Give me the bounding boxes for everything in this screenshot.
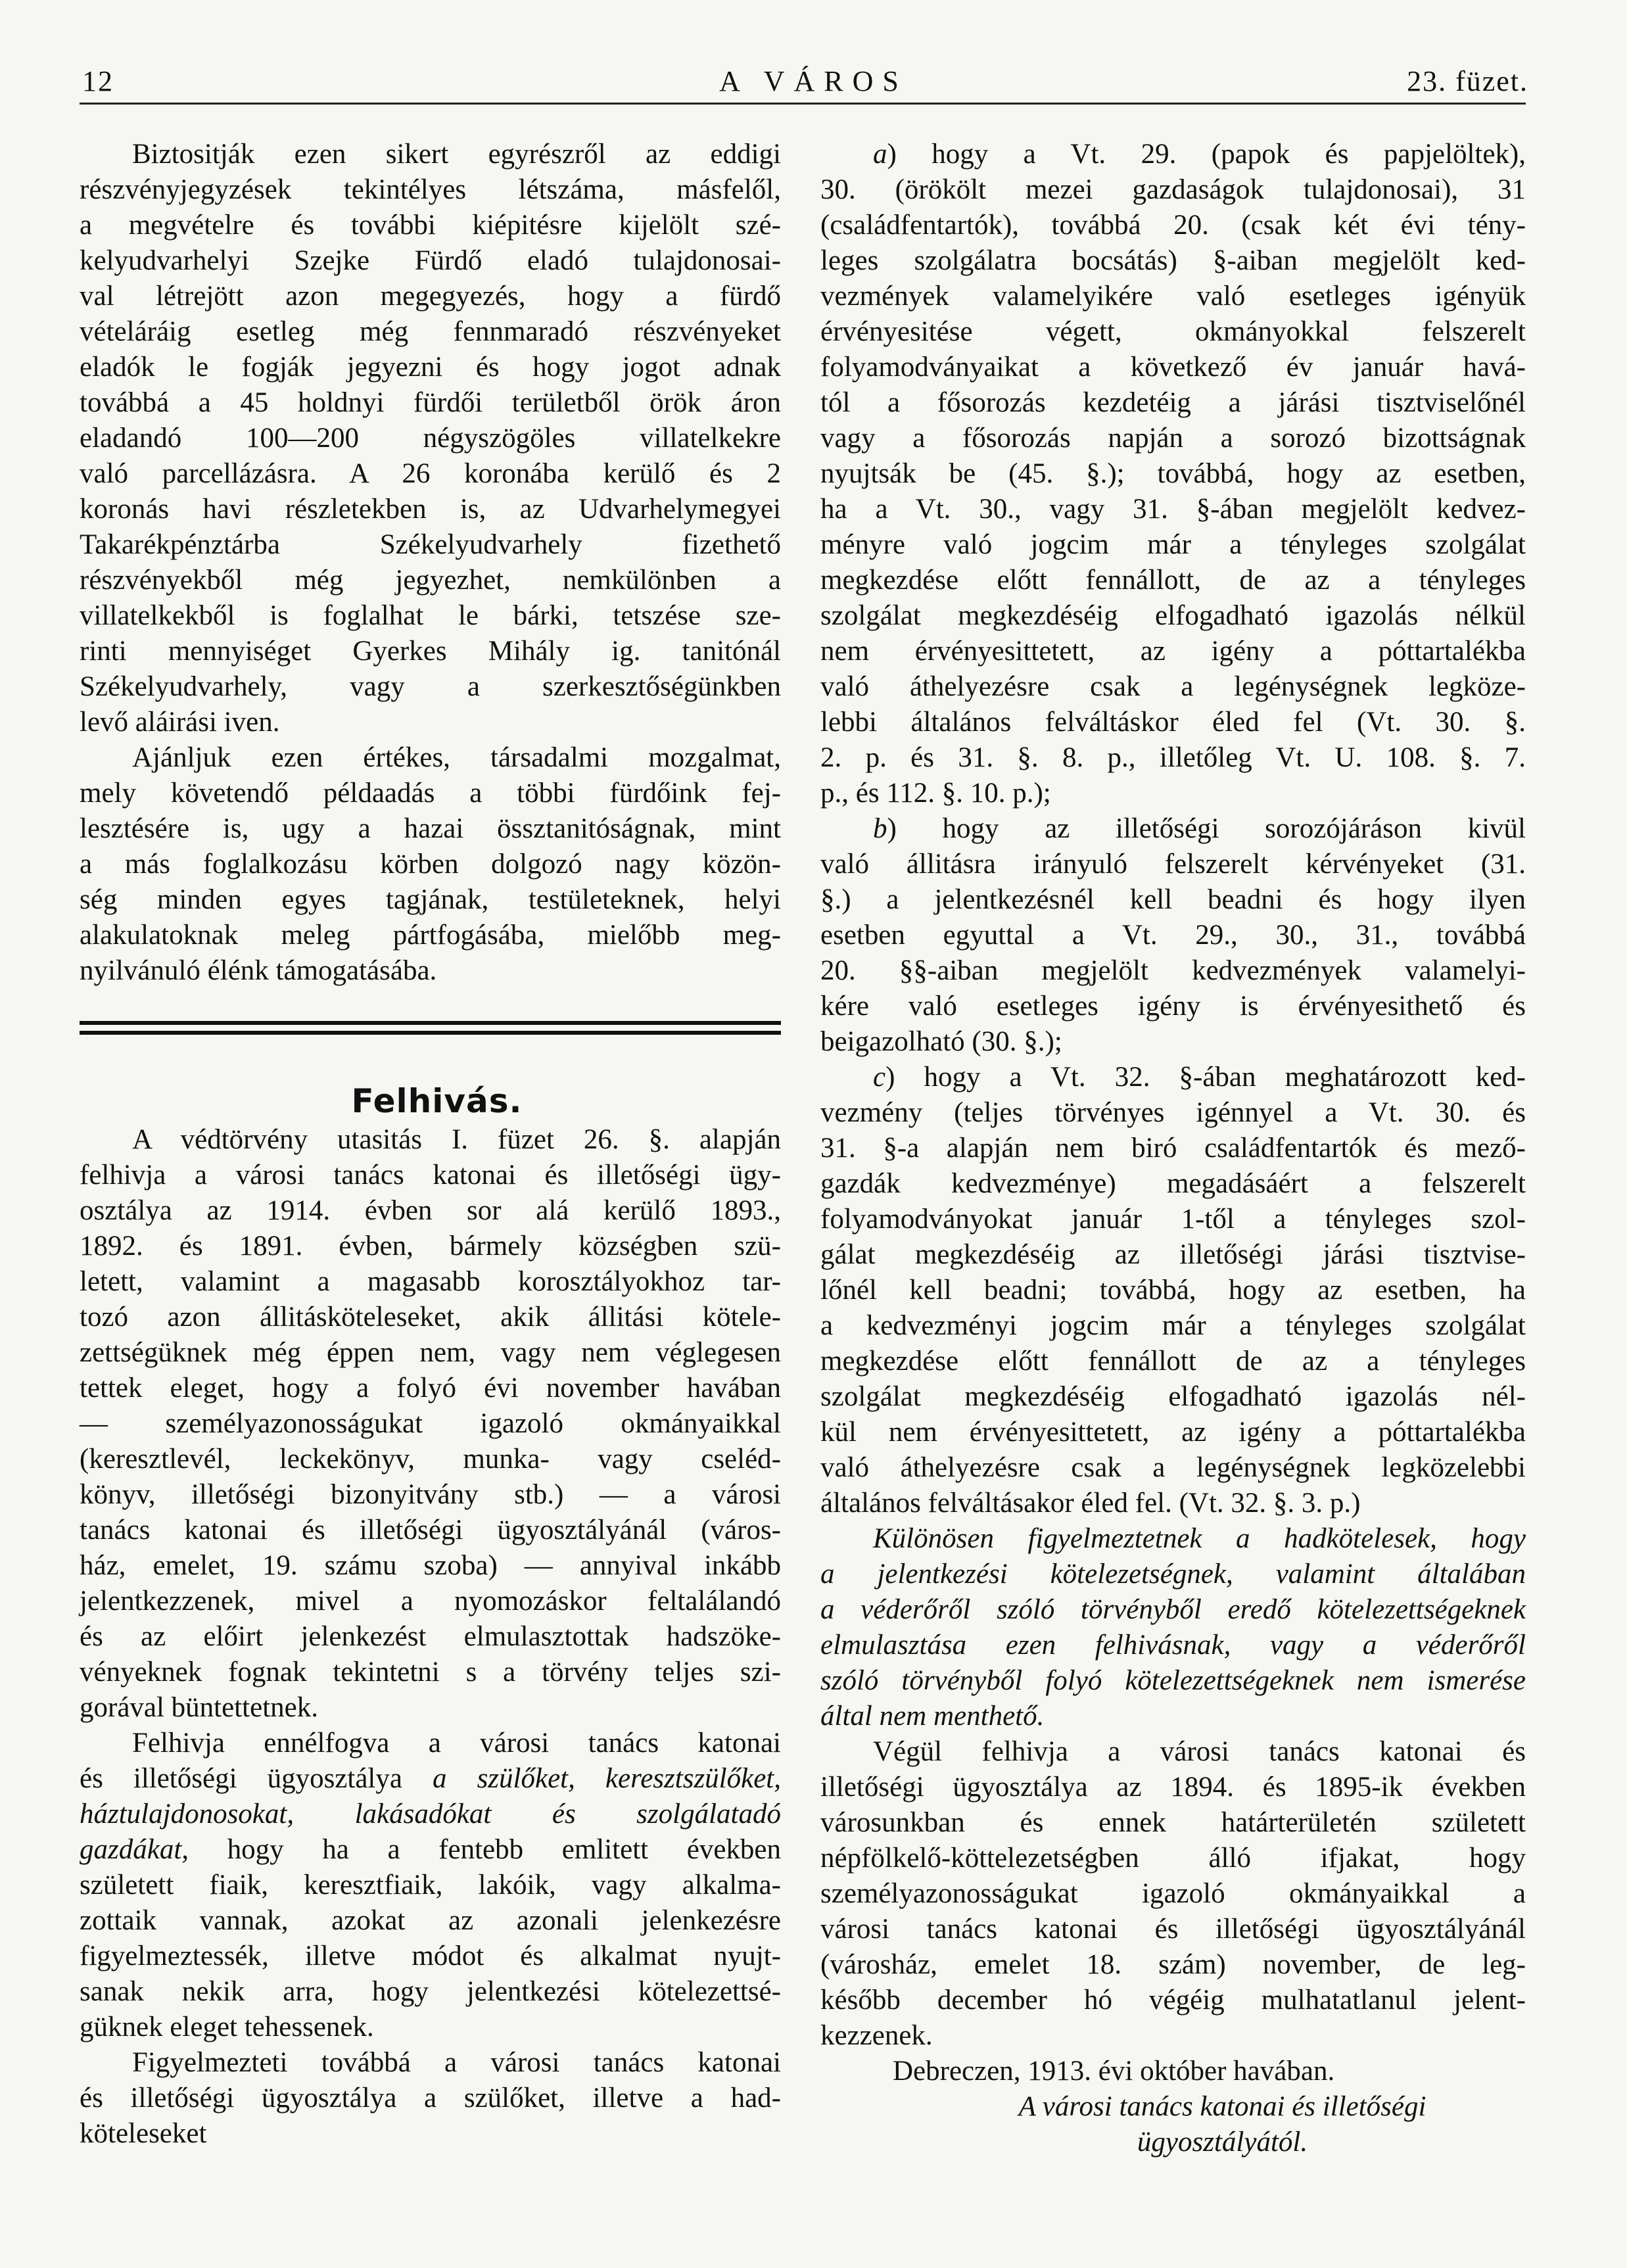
text: lebbi általános felváltáskor éled fel (Vt. 30. §. (820, 707, 1526, 738)
text-line (80, 953, 781, 989)
text-line (820, 776, 1526, 811)
text: zettségüknek még éppen nem, vagy nem véglegesen (80, 1337, 781, 1368)
text-line (80, 1300, 781, 1335)
text: személyazonosságukat igazoló okmányaikkal a (820, 1878, 1526, 1909)
text-line (820, 1415, 1526, 1450)
italic-text: b (873, 813, 887, 844)
text-line (820, 705, 1526, 740)
text: folyamodványaikat a következő év január havá- (820, 352, 1526, 383)
text-line (80, 1513, 781, 1548)
left-column-article (80, 137, 781, 989)
italic-text: a (873, 139, 887, 170)
text: szolgálat megkezdéséig elfogadható igazolás nélkül (820, 600, 1526, 631)
text-line (80, 2081, 781, 2116)
text-line (80, 811, 781, 847)
text-line (80, 1761, 781, 1797)
text: vezmény (teljes törvényes igénnyel a Vt. 30. és (820, 1097, 1526, 1128)
text-line (80, 1477, 781, 1513)
text-line (80, 1442, 781, 1477)
text-line (820, 1237, 1526, 1273)
felhivas-article (80, 1122, 781, 2152)
text-line (820, 137, 1526, 172)
text-line (820, 1060, 1526, 1095)
text-line (80, 2045, 781, 2081)
text-line (80, 492, 781, 527)
text: a megvételre és további kiépitésre kijelölt szé- (80, 210, 781, 241)
text: a más foglalkozásu körben dolgozó nagy közön- (80, 849, 781, 880)
text: val létrejött azon megegyezés, hogy a fürdő (80, 281, 781, 312)
italic-text: a véderőről szóló törvényből eredő kötelezettségeknek (820, 1594, 1526, 1625)
text-line (820, 1166, 1526, 1202)
text: szolgálat megkezdéséig elfogadható igazolás nél- (820, 1381, 1526, 1412)
text-line (820, 314, 1526, 350)
text: figyelmeztessék, illetve módot és alkalmat nyujt- (80, 1941, 781, 1972)
text-line (820, 598, 1526, 634)
text-line (820, 1805, 1526, 1841)
text-line (80, 1193, 781, 1229)
text-line (820, 1344, 1526, 1379)
italic-text: elmulasztása ezen felhivásnak, vagy a véderőről (820, 1630, 1526, 1661)
text: villatelkekből is foglalhat le bárki, tetszése sze- (80, 600, 781, 631)
text: beigazolható (30. §.); (820, 1026, 1062, 1057)
text-line (80, 1974, 781, 2010)
text-line (80, 314, 781, 350)
italic-text: gazdákat, (80, 1834, 189, 1865)
text: való állitásra irányuló felszerelt kérvényeket (31. (820, 849, 1526, 880)
text-line (820, 1663, 1526, 1699)
text: kezzenek. (820, 2020, 933, 2051)
text-line (820, 492, 1526, 527)
text-line (820, 882, 1526, 918)
text: nem érvényesittetett, az igény a póttartalékba (820, 636, 1526, 667)
text-line (820, 1131, 1526, 1166)
text-line (820, 634, 1526, 669)
text: nyujtsák be (45. §.); továbbá, hogy az esetben, (820, 458, 1526, 489)
text-line (820, 1699, 1526, 1734)
text: mely követendő példaadás a többi fürdőink fej- (80, 778, 781, 809)
text: a kedvezményi jogcim már a tényleges szolgálat (820, 1310, 1526, 1341)
text: 1892. és 1891. évben, bármely községben szü- (80, 1231, 781, 1262)
text-line (80, 456, 781, 492)
text: ) hogy az illetőségi sorozójáráson kivül (887, 813, 1526, 844)
text: ház, emelet, 19. számu szoba) — annyival inkább (80, 1550, 781, 1581)
text: Székelyudvarhely, vagy a szerkesztőségünkben (80, 671, 781, 702)
text-line (820, 1450, 1526, 1486)
text-line (820, 1024, 1526, 1060)
text-line (80, 1584, 781, 1619)
text: és illetőségi ügyosztálya a szülőket, illetve a had- (80, 2083, 781, 2114)
text: Felhivja ennélfogva a városi tanács katonai (132, 1728, 781, 1759)
text: 30. (örökölt mezei gazdaságok tulajdonosai), 31 (820, 174, 1526, 205)
text: eladók le fogják jegyezni és hogy jogot adnak (80, 352, 781, 383)
paragraph (80, 740, 781, 989)
text: tettek eleget, hogy a folyó évi november havában (80, 1373, 781, 1404)
text-line (820, 1521, 1526, 1557)
text: kül nem érvényesittetett, az igény a póttartalékba (820, 1417, 1526, 1448)
text-line (820, 1095, 1526, 1131)
text-line (820, 208, 1526, 243)
text-line (80, 2116, 781, 2152)
publication-title: A VÁROS (719, 65, 908, 97)
text: sanak nekik arra, hogy jelentkezési kötelezettsé- (80, 1976, 781, 2007)
text-line (80, 350, 781, 385)
text-line (80, 137, 781, 172)
text: gálat megkezdéséig az illetőségi járási tisztvise- (820, 1239, 1526, 1270)
text-line (820, 527, 1526, 563)
text-line (820, 456, 1526, 492)
text: népfölkelő-köttelezetségben álló ifjakat, hogy (820, 1843, 1526, 1874)
text-line (80, 1690, 781, 1726)
text-line (820, 1628, 1526, 1663)
text: gorával büntettetnek. (80, 1692, 318, 1723)
signature-line: ügyosztályától. (1137, 2127, 1308, 2158)
paragraph (80, 1122, 781, 1726)
text: folyamodványokat január 1-től a tényleges szol- (820, 1204, 1526, 1235)
italic-text: szóló törvényből folyó kötelezettségeknek nem ismerése (820, 1665, 1526, 1696)
text-line (820, 172, 1526, 208)
text-line (80, 563, 781, 598)
paragraph (820, 137, 1526, 811)
text-line (80, 1548, 781, 1584)
text: A védtörvény utasitás I. füzet 26. §. alapján (132, 1124, 781, 1155)
text: tozó azon állitásköteleseket, akik állitási kötele- (80, 1302, 781, 1333)
text-line (820, 847, 1526, 882)
section-divider-rule (80, 1031, 781, 1035)
paragraph (820, 811, 1526, 1060)
text-line (820, 1841, 1526, 1876)
text-line (820, 740, 1526, 776)
right-column-article (820, 137, 1526, 2160)
text: alakulatoknak meleg pártfogásába, mielőbb meg- (80, 920, 781, 951)
text: továbbá a 45 holdnyi fürdői területből örök áron (80, 387, 781, 418)
text-line (80, 1229, 781, 1264)
text-line (820, 1912, 1526, 1947)
section-divider-rule (80, 1021, 781, 1025)
text: güknek eleget tehessenek. (80, 2012, 374, 2043)
text: vényeknek fognak tekintetni s a törvény teljes szi- (80, 1657, 781, 1688)
text-line (80, 1619, 781, 1655)
text-line (80, 918, 781, 953)
text-line (80, 1868, 781, 1903)
italic-text: Különösen figyelmeztetnek a hadkötelesek, hogy (873, 1523, 1526, 1554)
text: lesztésére is, ugy a hazai össztanitóságnak, mint (80, 813, 781, 844)
text-line (820, 1947, 1526, 1983)
text-line (80, 208, 781, 243)
text: köteleseket (80, 2118, 207, 2149)
text-line (820, 279, 1526, 314)
text: osztálya az 1914. évben sor alá kerülő 1893., (80, 1195, 781, 1226)
text: könyv, illetőségi bizonyitvány stb.) — a városi (80, 1479, 781, 1510)
text: való parcellázásra. A 26 koronába kerülő és 2 (80, 458, 781, 489)
text-line (820, 811, 1526, 847)
text: és illetőségi ügyosztálya (80, 1763, 433, 1794)
text-line (820, 1592, 1526, 1628)
text: zottaik vannak, azokat az azonali jelenkezésre (80, 1905, 781, 1936)
text: koronás havi részletekben is, az Udvarhelymegyei (80, 494, 781, 525)
text-line (80, 634, 781, 669)
text: 20. §§-aiban megjelölt kedvezmények valamelyi- (820, 955, 1526, 986)
text-line (820, 1770, 1526, 1805)
text: vagy a fősorozás napján a sorozó bizottságnak (820, 423, 1526, 454)
text: való áthelyezésre csak a legénységnek legköze- (820, 671, 1526, 702)
text-line (80, 1335, 781, 1371)
text-line (820, 1202, 1526, 1237)
paragraph (80, 2045, 781, 2152)
text-line (820, 1983, 1526, 2018)
text-line (820, 918, 1526, 953)
text-line (820, 563, 1526, 598)
text-line (80, 1264, 781, 1300)
text-line (80, 882, 781, 918)
text-line (820, 1734, 1526, 1770)
text: megkezdése előtt fennállott de az a tényleges (820, 1346, 1526, 1377)
text-line (80, 279, 781, 314)
text: jelentkezzenek, mivel a nyomozáskor feltalálandó (80, 1586, 781, 1617)
text: gazdák kedvezménye) megadásáért a felszerelt (820, 1168, 1526, 1199)
text: 31. §-a alapján nem biró családfentartók és mező- (820, 1133, 1526, 1164)
italic-text: háztulajdonosokat, lakásadókat és szolgálatadó (80, 1799, 781, 1830)
text-line (80, 1158, 781, 1193)
paragraph (820, 1521, 1526, 1734)
text: városunkban és ennek határterületén született (820, 1807, 1526, 1838)
text: részvényjegyzések tekintélyes létszáma, másfelől, (80, 174, 781, 205)
text-line (820, 1273, 1526, 1308)
text-line (80, 1903, 781, 1939)
text-line (80, 1371, 781, 1406)
text-line (820, 669, 1526, 705)
text-line (820, 385, 1526, 421)
paragraph (80, 1726, 781, 2045)
text: született fiaik, keresztfiaik, lakóik, vagy alkalma- (80, 1870, 781, 1901)
text-line (80, 421, 781, 456)
text-line (80, 847, 781, 882)
felhivas-heading: Felhivás. (351, 1082, 523, 1120)
text: kére való esetleges igény is érvényesithető és (820, 991, 1526, 1022)
text: megkezdése előtt fennállott, de az a tényleges (820, 565, 1526, 596)
text: városi tanács katonai és illetőségi ügyosztályánál (820, 1914, 1526, 1945)
paragraph (820, 1734, 1526, 2054)
text-line (80, 776, 781, 811)
text-line (80, 2010, 781, 2045)
text: eladandó 100—200 négyszögöles villatelkekre (80, 423, 781, 454)
header-rule (80, 103, 1526, 105)
text: ) hogy a Vt. 32. §-ában meghatározott ked- (885, 1062, 1526, 1093)
text-line (80, 1655, 781, 1690)
text-line (820, 1379, 1526, 1415)
text-line (80, 172, 781, 208)
italic-text: a szülőket, keresztszülőket, (433, 1763, 782, 1794)
paragraph (820, 1060, 1526, 1521)
text: (keresztlevél, leckekönyv, munka- vagy cseléd- (80, 1444, 781, 1475)
text: (városház, emelet 18. szám) november, de leg- (820, 1949, 1526, 1980)
text-line (820, 243, 1526, 279)
text: érvényesitése végett, okmányokkal felszerelt (820, 316, 1526, 347)
text-line (80, 598, 781, 634)
text: §.) a jelentkezésnél kell beadni és hogy ilyen (820, 884, 1526, 915)
signature-line: A városi tanács katonai és illetőségi (1018, 2091, 1427, 2122)
text: Figyelmezteti továbbá a városi tanács katonai (132, 2047, 781, 2078)
text-line (80, 243, 781, 279)
text: kelyudvarhelyi Szejke Fürdő eladó tulajdonosai- (80, 245, 781, 276)
text: Ajánljuk ezen értékes, társadalmi mozgalmat, (132, 742, 781, 773)
text: leges szolgálatra bocsátás) §-aiban megjelölt ked- (820, 245, 1526, 276)
text-line (80, 1832, 781, 1868)
text: felhivja a városi tanács katonai és illetőségi ügy- (80, 1160, 781, 1191)
text: rinti mennyiséget Gyerkes Mihály ig. tanitónál (80, 636, 781, 667)
text: később december hó végéig mulhatatlanul jelent- (820, 1985, 1526, 2016)
text-line (820, 1486, 1526, 1521)
text: ha a Vt. 30., vagy 31. §-ában megjelölt kedvez- (820, 494, 1526, 525)
text: és az előirt jelenkezést elmulasztottak hadszöke- (80, 1621, 781, 1652)
text: általános felváltásakor éled fel. (Vt. 32. §. 3. p.) (820, 1488, 1361, 1519)
text-line (820, 989, 1526, 1024)
text: letett, valamint a magasabb korosztályokhoz tar- (80, 1266, 781, 1297)
text-line (820, 1557, 1526, 1592)
text: tól a fősorozás kezdetéig a járási tisztviselőnél (820, 387, 1526, 418)
text: — személyazonosságukat igazoló okmányaikkal (80, 1408, 781, 1439)
text: vételáráig esetleg még fennmaradó részvényeket (80, 316, 781, 347)
text: hogy ha a fentebb emlitett években (189, 1834, 781, 1865)
text: tanács katonai és illetőségi ügyosztályánál (város- (80, 1515, 781, 1546)
text-line (80, 527, 781, 563)
text-line (80, 1406, 781, 1442)
text-line (80, 705, 781, 740)
text: vezmények valamelyikére való esetleges igényük (820, 281, 1526, 312)
text: lőnél kell beadni; továbbá, hogy az esetben, ha (820, 1275, 1526, 1306)
text-line (80, 385, 781, 421)
text: való áthelyezésre csak a legénységnek legközelebbi (820, 1452, 1526, 1483)
text: esetben egyuttal a Vt. 29., 30., 31., továbbá (820, 920, 1526, 951)
text-line (820, 421, 1526, 456)
italic-text: c (873, 1062, 886, 1093)
text: 2. p. és 31. §. 8. p., illetőleg Vt. U. 108. §. 7. (820, 742, 1526, 773)
paragraph (80, 137, 781, 740)
text: részvényekből még jegyezhet, nemkülönben a (80, 565, 781, 596)
text: ményre való jogcim már a tényleges szolgálat (820, 529, 1526, 560)
text: ség minden egyes tagjának, testületeknek, helyi (80, 884, 781, 915)
text-line (80, 669, 781, 705)
text-line (80, 1726, 781, 1761)
text: ) hogy a Vt. 29. (papok és papjelöltek), (887, 139, 1526, 170)
text: p., és 112. §. 10. p.); (820, 778, 1051, 809)
text: levő aláirási iven. (80, 707, 280, 738)
dateline: Debreczen, 1913. évi október havában. (893, 2056, 1335, 2087)
page-number: 12 (82, 65, 114, 97)
text: illetőségi ügyosztálya az 1894. és 1895-ik években (820, 1772, 1526, 1803)
text-line (80, 1797, 781, 1832)
text: Biztositják ezen sikert egyrészről az eddigi (132, 139, 781, 170)
text-line (820, 2018, 1526, 2054)
text: Végül felhivja a városi tanács katonai és (873, 1736, 1526, 1767)
italic-text: a jelentkezési kötelezetségnek, valamint általában (820, 1559, 1526, 1590)
text: (családfentartók), továbbá 20. (csak két évi tény- (820, 210, 1526, 241)
text: nyilvánuló élénk támogatásába. (80, 955, 437, 986)
text-line (820, 350, 1526, 385)
text: Takarékpénztárba Székelyudvarhely fizethető (80, 529, 781, 560)
text-line (820, 1308, 1526, 1344)
text-line (820, 953, 1526, 989)
text-line (820, 1876, 1526, 1912)
italic-text: által nem menthető. (820, 1701, 1045, 1732)
text-line (80, 1122, 781, 1158)
issue-number: 23. füzet. (1407, 65, 1528, 97)
text-line (80, 1939, 781, 1974)
text-line (80, 740, 781, 776)
